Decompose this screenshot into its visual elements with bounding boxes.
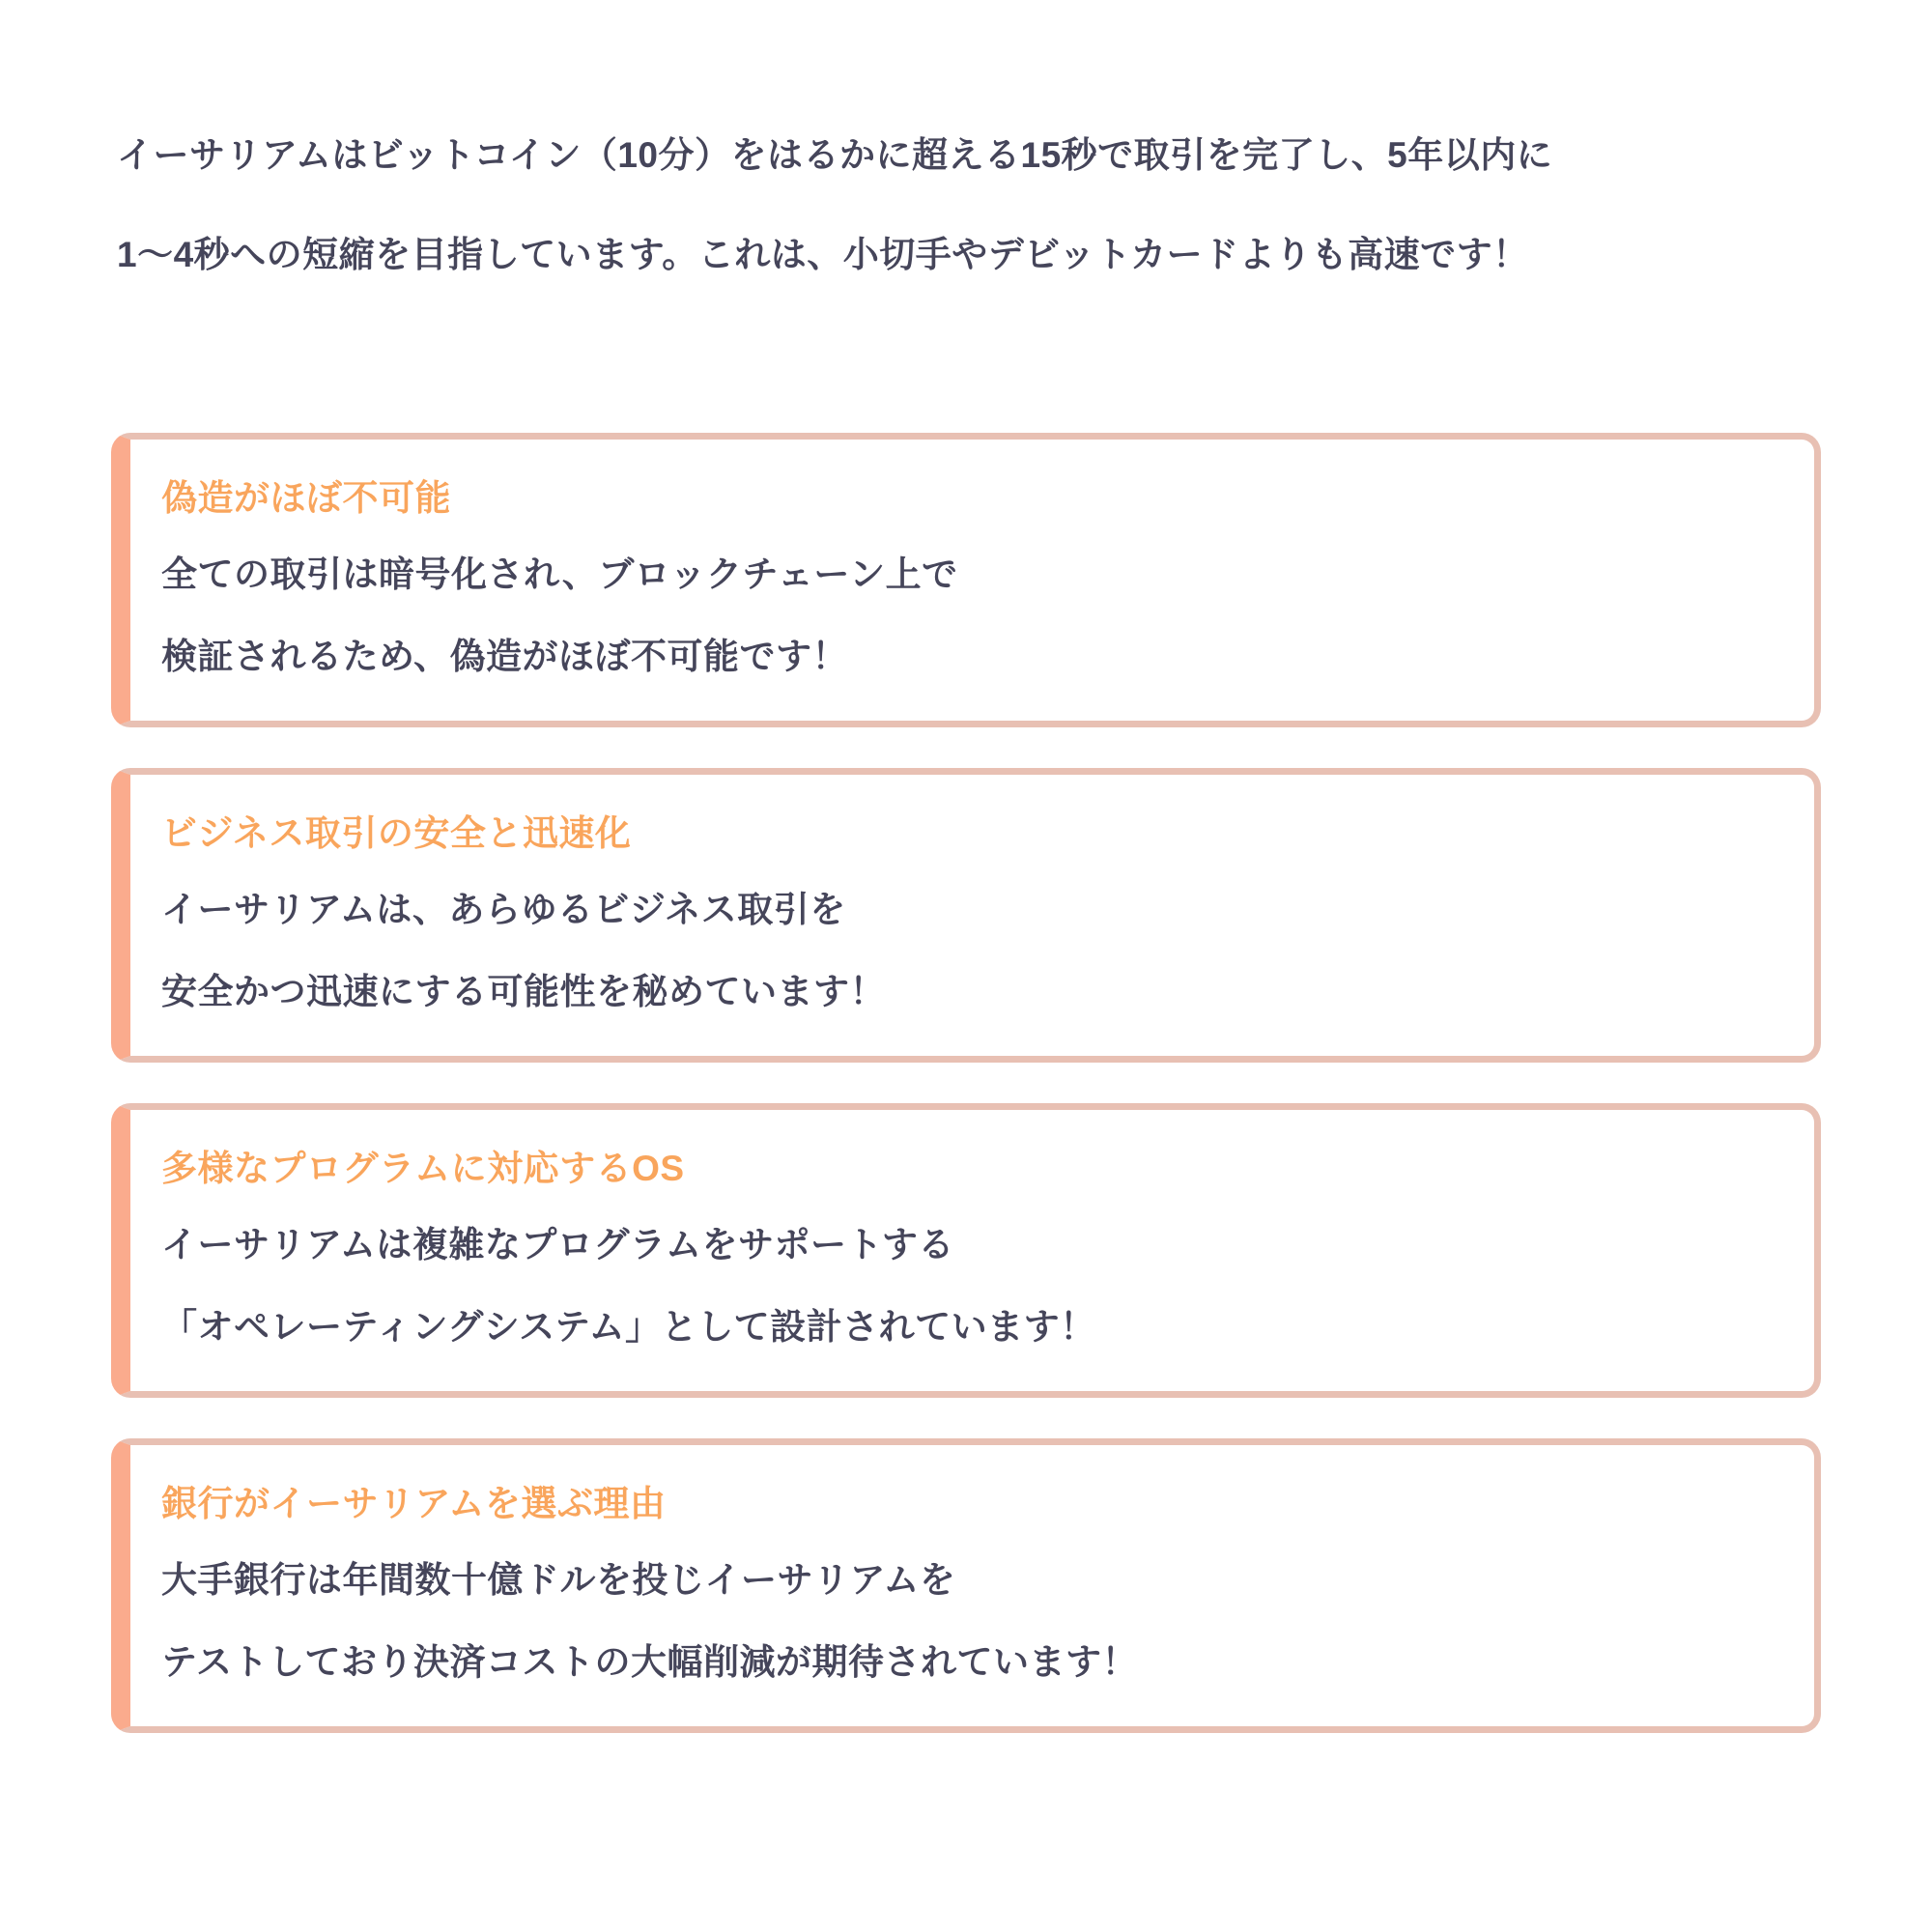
- card-text-line: 全ての取引は暗号化され、ブロックチェーン上で: [161, 554, 958, 594]
- card-title: 偽造がほぼ不可能: [161, 478, 451, 518]
- callout-card-os: [111, 1103, 1821, 1398]
- card-title: ビジネス取引の安全と迅速化: [161, 813, 632, 853]
- callout-card-forgery: [111, 433, 1821, 727]
- intro-line-2: 1〜4秒への短縮を目指しています。これは、小切手やデビットカードよりも高速です！: [117, 235, 1529, 274]
- card-text-line: テストしており決済コストの大幅削減が期待されています！: [161, 1642, 1139, 1682]
- intro-paragraph: [117, 137, 1817, 336]
- card-text-line: 大手銀行は年間数十億ドルを投じイーサリアムを: [161, 1560, 956, 1600]
- card-text-line: 「オペレーティングシステム」として設計されています！: [161, 1307, 1096, 1347]
- intro-line-1: イーサリアムはビットコイン（10分）をはるかに超える15秒で取引を完了し、5年以内に: [117, 135, 1553, 175]
- card-text-line: 安全かつ迅速にする可能性を秘めています！: [161, 972, 886, 1011]
- card-text-line: 検証されるため、偽造がほぼ不可能です！: [161, 637, 849, 676]
- card-title: 多様なプログラムに対応するOS: [161, 1149, 685, 1188]
- card-text-line: イーサリアムは、あらゆるビジネス取引を: [161, 890, 846, 929]
- card-title: 銀行がイーサリアムを選ぶ理由: [161, 1484, 667, 1523]
- callout-card-list: [111, 433, 1821, 1774]
- card-text-line: イーサリアムは複雑なプログラムをサポートする: [161, 1225, 954, 1264]
- callout-card-banks: [111, 1438, 1821, 1733]
- callout-card-business: [111, 768, 1821, 1063]
